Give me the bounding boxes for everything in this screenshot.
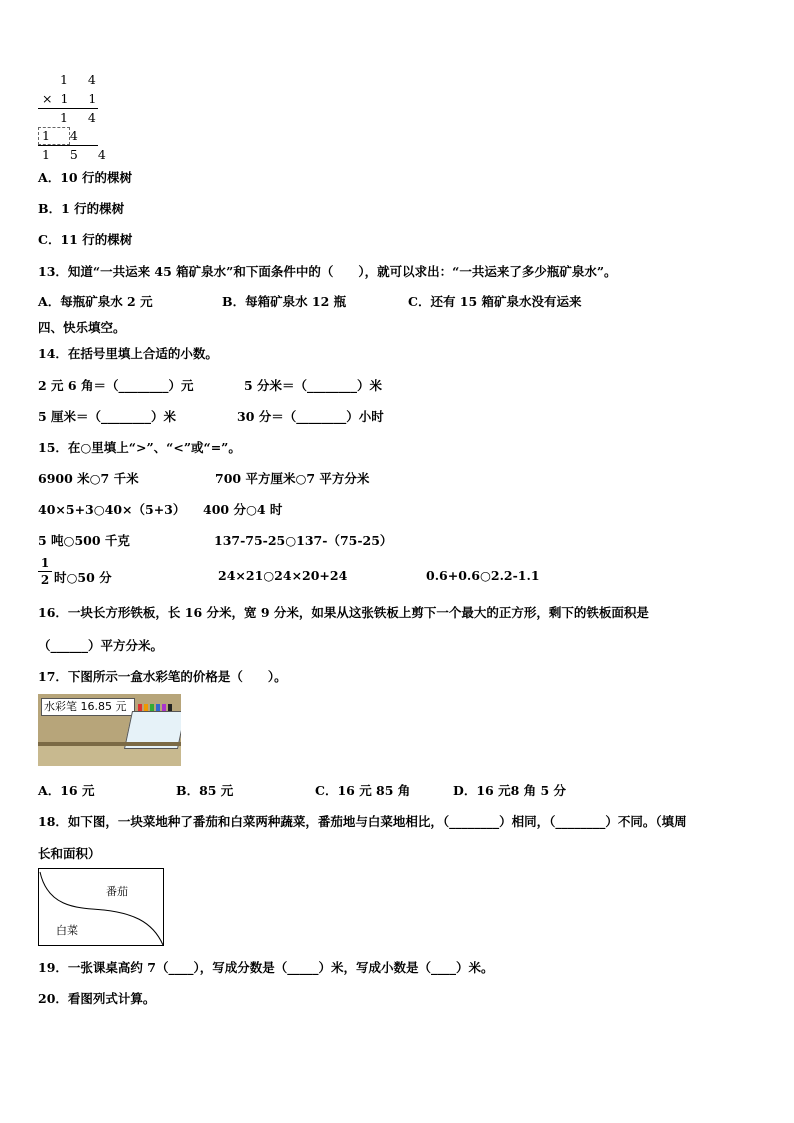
cabbage-label: 白菜 bbox=[56, 924, 78, 937]
q14-item-4: 30 分＝（________）小时 bbox=[237, 409, 384, 424]
q16-line-2: （______）平方分米。 bbox=[38, 638, 164, 653]
q13-option-b: B．每箱矿泉水 12 瓶 bbox=[222, 294, 347, 309]
q15-stem: 15．在○里填上“>”、“<”或“=”。 bbox=[38, 440, 241, 455]
fraction-denominator: 2 bbox=[40, 573, 50, 587]
q17-option-d: D．16 元8 角 5 分 bbox=[453, 783, 567, 798]
q17-option-a: A．16 元 bbox=[38, 783, 95, 798]
mul-line-1 bbox=[38, 108, 98, 109]
mul-row-2: ×1 1 bbox=[42, 91, 105, 106]
q13-stem: 13．知道“一共运来 45 箱矿泉水”和下面条件中的（ ），就可以求出：“一共运来了多少瓶矿泉水”。 bbox=[38, 264, 617, 279]
q16-line-1: 16．一块长方形铁板，长 16 分米，宽 9 分米，如果从这张铁板上剪下一个最大的正方形，剩下的铁板面积是 bbox=[38, 605, 649, 620]
q15-item-7: 时○50 分 bbox=[54, 570, 112, 585]
mul-row-1: 1 4 bbox=[60, 72, 104, 87]
fraction-half bbox=[38, 556, 52, 587]
fraction-bar bbox=[38, 571, 52, 572]
q12-option-b: B．1 行的棵树 bbox=[38, 201, 125, 216]
q18-line-2: 长和面积） bbox=[38, 846, 101, 861]
q14-item-3: 5 厘米＝（________）米 bbox=[38, 409, 177, 424]
q15-item-1: 6900 米○7 千米 bbox=[38, 471, 139, 486]
q18-line-1: 18．如下图，一块菜地种了番茄和白菜两种蔬菜，番茄地与白菜地相比，（________）相同，（________）不同。（填周 bbox=[38, 814, 687, 829]
vertical-multiplication bbox=[38, 72, 114, 164]
mul-row-5: 1 5 4 bbox=[42, 147, 114, 162]
watercolor-pen-picture bbox=[38, 694, 181, 766]
q14-stem: 14．在括号里填上合适的小数。 bbox=[38, 346, 218, 361]
q15-item-9: 0.6+0.6○2.2-1.1 bbox=[426, 568, 540, 583]
q13-option-c: C．还有 15 箱矿泉水没有运来 bbox=[408, 294, 582, 309]
q13-option-a: A．每瓶矿泉水 2 元 bbox=[38, 294, 153, 309]
q17-option-b: B．85 元 bbox=[176, 783, 234, 798]
tomato-label: 番茄 bbox=[106, 885, 128, 898]
q12-option-c: C．11 行的棵树 bbox=[38, 232, 133, 247]
q15-item-3: 40×5+3○40×（5+3） bbox=[38, 502, 186, 517]
mul-row-3: 1 4 bbox=[60, 110, 104, 125]
q15-item-4: 400 分○4 时 bbox=[203, 502, 283, 517]
q15-item-6: 137-75-25○137-（75-25） bbox=[214, 533, 393, 548]
picture-shelf bbox=[38, 742, 181, 746]
q20-stem: 20．看图列式计算。 bbox=[38, 991, 156, 1006]
q19-stem: 19．一张课桌高约 7（____），写成分数是（_____）米，写成小数是（____）米。 bbox=[38, 960, 494, 975]
q17-stem: 17．下图所示一盒水彩笔的价格是（ ）。 bbox=[38, 669, 287, 684]
section-title: 四、快乐填空。 bbox=[38, 320, 126, 335]
q14-item-1: 2 元 6 角＝（________）元 bbox=[38, 378, 194, 393]
q12-option-a: A．10 行的棵树 bbox=[38, 170, 132, 185]
q17-option-c: C．16 元 85 角 bbox=[315, 783, 411, 798]
fraction-numerator: 1 bbox=[40, 556, 50, 570]
mul-row-4: 1 4 bbox=[42, 128, 86, 143]
q15-item-5: 5 吨○500 千克 bbox=[38, 533, 130, 548]
q15-item-8: 24×21○24×20+24 bbox=[218, 568, 348, 583]
vegetable-field-diagram bbox=[38, 868, 164, 946]
mul-line-2 bbox=[38, 145, 98, 146]
price-label: 水彩笔 16.85 元 bbox=[41, 698, 135, 716]
q14-item-2: 5 分米＝（________）米 bbox=[244, 378, 383, 393]
q15-item-2: 700 平方厘米○7 平方分米 bbox=[215, 471, 370, 486]
